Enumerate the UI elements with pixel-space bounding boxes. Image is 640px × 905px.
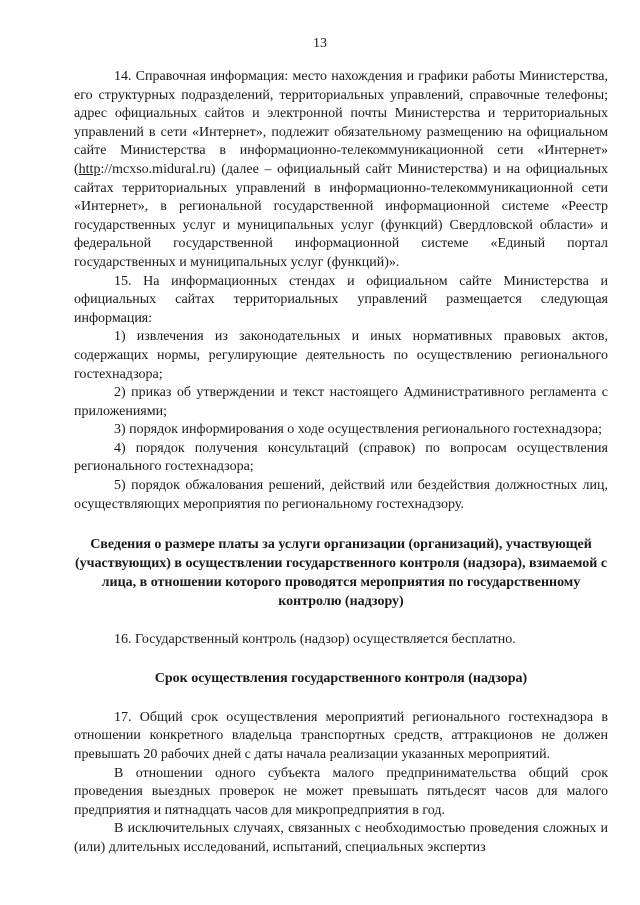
page-number: 13 <box>313 36 327 51</box>
paragraph-17: 17. Общий срок осуществления мероприятий регионального гостехнадзора в отношении конкретного владельца транспортных средств, аттракционов не должен превышать 20 рабочих дней с даты начала реализации указанных мероприятий. <box>74 709 608 763</box>
paragraph-17-small-business: В отношении одного субъекта малого предпринимательства общий срок проведения выездных проверок не может превышать пятьдесят часов для малого предприятия и пятнадцать часов для микропредприятия в год. <box>74 765 608 818</box>
paragraph-15-item-3: 3) порядок информирования о ходе осуществления регионального гостехнадзора; <box>114 422 602 438</box>
section-title-term: Срок осуществления государственного контроля (надзора) <box>154 671 528 687</box>
paragraph-16: 16. Государственный контроль (надзор) осуществляется бесплатно. <box>114 632 516 648</box>
paragraph-17-exceptional-cases: В исключительных случаях, связанных с необходимостью проведения сложных и (или) длительных исследований, испытаний, специальных экспертиз <box>74 821 608 855</box>
paragraph-15-item-2: 2) приказ об утверждении и текст настоящего Административного регламента с приложениями; <box>74 385 608 419</box>
section-title-fee: Сведения о размере платы за услуги организации (организаций), участвующей (участвующих) в осуществлении государственного контроля (надзора), взимаемой с лица, в отношении которого проводятся мероприятия по государственному контролю (надзору) <box>74 537 608 609</box>
paragraph-15-item-1: 1) извлечения из законодательных и иных нормативных правовых актов, содержащих нормы, регулирующие деятельность по осуществлению регионального гостехнадзора; <box>74 329 608 382</box>
paragraph-14 <box>74 68 608 273</box>
paragraph-14-text-after-link: ://mcxso.midural.ru) (далее – официальный сайт Министерства) и на официальных сайтах территориальных управлений в информационно-телекоммуникационной сети «Интернет», в региональной государственной информационной системе «Реестр государственных услуг и муниципальных услуг (функций) Свердловской области» и федеральной государственной информационной системе «Единый портал государственных и муниципальных услуг (функций)». <box>74 161 608 270</box>
paragraph-14-number: 14. <box>114 69 132 84</box>
document-body <box>74 68 608 858</box>
official-site-link[interactable]: http <box>78 161 101 177</box>
paragraph-14-text: Справочная информация: место нахождения и графики работы Министерства, его структурных подразделений, территориальных управлений, справочные телефоны; адрес официальных сайтов и электронной почты Министерства и территориальных управлений в сети «Интернет», подлежит обязательному размещению на официальном сайте Министерства в информационно-телекоммуникационной сети «Интернет» ( <box>74 69 608 177</box>
paragraph-15-item-4: 4) порядок получения консультаций (справок) по вопросам осуществления регионального гостехнадзора; <box>74 440 608 475</box>
paragraph-15-intro: 15. На информационных стендах и официальном сайте Министерства и официальных сайтах территориальных управлений размещается следующая информация: <box>74 273 608 326</box>
paragraph-15-item-5: 5) порядок обжалования решений, действий или бездействия должностных лиц, осуществляющих мероприятия по региональному гостехнадзору. <box>74 478 608 512</box>
